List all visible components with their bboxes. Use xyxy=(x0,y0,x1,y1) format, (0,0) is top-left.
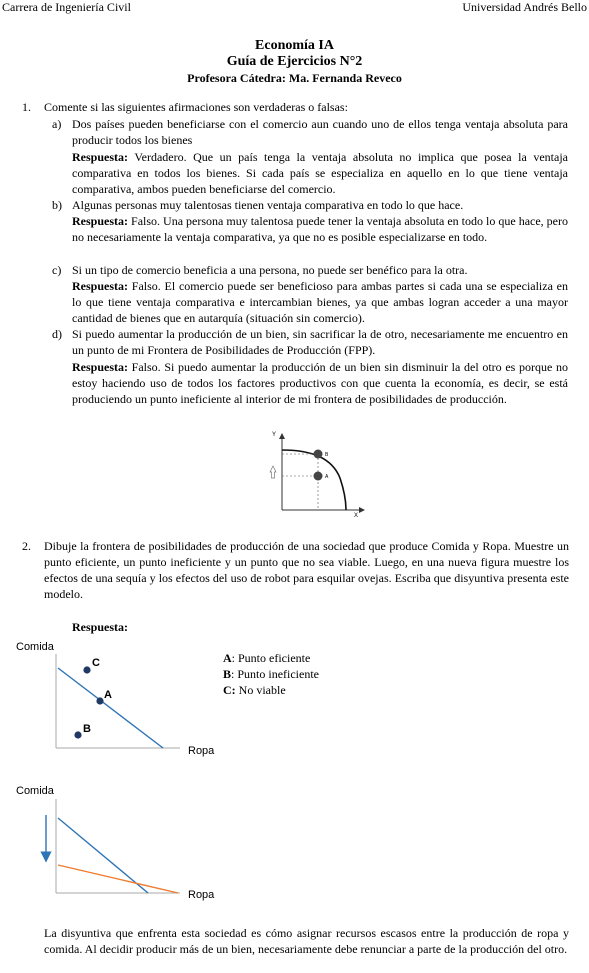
q1d-answer-text: Falso. Si puedo aumentar la producción de un bien sin disminuir la del otro es porque no estoy haciendo uso de todos los factores productivos con que cuenta la economía, es decir, se está produciendo un punto ineficiente al interior de mi frontera de posibilidades de producción. xyxy=(72,360,568,406)
x-axis-label: X xyxy=(354,513,359,519)
legend-unfeasible xyxy=(223,682,286,698)
legend-inefficient xyxy=(223,666,319,682)
q1-prompt: Comente si las siguientes afirmaciones son verdaderas o falsas: xyxy=(44,100,348,114)
q1a-answer xyxy=(72,149,568,197)
legend-efficient xyxy=(223,650,310,666)
q2-ppf-chart xyxy=(0,630,240,770)
point-a xyxy=(96,697,103,704)
legend-key: B xyxy=(223,667,232,681)
answer-label: Respuesta: xyxy=(72,150,128,164)
guide-title: Guía de Ejercicios N°2 xyxy=(226,54,363,69)
point-b xyxy=(74,731,81,738)
point-c xyxy=(83,666,90,673)
q1b-answer-text: Falso. Una persona muy talentosa puede tener la ventaja absoluta en todo lo que hace, pero no necesariamente la ventaja comparativa, ya que no es posible especializarse en todo. xyxy=(72,214,568,244)
y-axis-label: Y xyxy=(272,432,277,438)
q1-number: 1. xyxy=(22,100,31,114)
point-b-label: B xyxy=(325,452,329,458)
q1d-answer xyxy=(72,359,568,407)
header-career: Carrera de Ingeniería Civil xyxy=(2,0,131,14)
legend-key: C: xyxy=(223,683,236,697)
legend-key: A xyxy=(223,651,232,665)
up-arrow-icon xyxy=(270,466,276,478)
q1b-letter: b) xyxy=(52,198,62,212)
legend-text: : Punto ineficiente xyxy=(231,667,319,681)
q1d-statement: Si puedo aumentar la producción de un bien, sin sacrificar la de otro, necesariamente me encuentro en un punto de mi Frontera de Posibilidades de Producción (FPP). xyxy=(72,327,568,357)
q1a-statement: Dos países pueden beneficiarse con el comercio aun cuando uno de ellos tenga ventaja absoluta para producir todos los bienes xyxy=(72,117,568,147)
point-a-label: A xyxy=(104,689,112,701)
point-a xyxy=(314,472,323,481)
chart2-original-ppf xyxy=(58,818,148,893)
q1c-letter: c) xyxy=(52,263,62,277)
professor-line: Profesora Cátedra: Ma. Fernanda Reveco xyxy=(187,71,402,85)
q2-answer-label: Respuesta: xyxy=(72,620,128,634)
chart1-x-label: Ropa xyxy=(188,745,215,757)
q1b-answer xyxy=(72,213,568,245)
chart2-shifted-ppf xyxy=(58,865,178,893)
q2-prompt: Dibuje la frontera de posibilidades de producción de una sociedad que produce Comida y Ropa. Muestre un punto eficiente, un punto ineficiente y un punto que no sea viable. Luego, en una nueva figura muestre los efectos de una sequía y los efectos del uso de robot para esquilar ovejas. Escriba que disyuntiva presenta este modelo. xyxy=(44,539,569,601)
answer-label: Respuesta: xyxy=(72,360,128,374)
legend-text: : Punto eficiente xyxy=(231,651,311,665)
q2-conclusion: La disyuntiva que enfrenta esta sociedad es cómo asignar recursos escasos entre la producción de ropa y comida. Al decidir producir más de un bien, necesariamente debe renunciar a parte de la producción del otro. xyxy=(44,926,569,956)
chart2-x-label: Ropa xyxy=(188,889,215,901)
header-university: Universidad Andrés Bello xyxy=(462,0,587,14)
chart1-ppf-line xyxy=(58,668,163,748)
point-b-label: B xyxy=(83,723,91,735)
q1a-letter: a) xyxy=(52,117,62,131)
point-c-label: C xyxy=(92,657,100,669)
point-b xyxy=(314,450,323,459)
ppf-curve xyxy=(282,450,346,510)
course-title: Economía IA xyxy=(255,38,334,53)
q1c-answer xyxy=(72,278,568,326)
q1c-statement: Si un tipo de comercio beneficia a una persona, no puede ser benéfico para la otra. xyxy=(72,263,468,277)
q2-shift-chart xyxy=(0,775,240,915)
q1c-answer-text: Falso. El comercio puede ser beneficioso para ambas partes si cada una se especializa en lo que tiene ventaja comparativa e intercambian bienes, ya que ambas logran acceder a una mayor cantidad de bienes que en autarquía (situación sin comercio). xyxy=(72,279,569,325)
chart2-y-label: Comida xyxy=(16,785,54,797)
point-a-label: A xyxy=(325,474,329,480)
answer-label: Respuesta: xyxy=(72,214,128,228)
q1-ppf-figure xyxy=(262,428,372,518)
q1a-answer-text: Verdadero. Que un país tenga la ventaja absoluta no implica que posea la ventaja comparativa en todos los bienes. Si cada país se especializa en aquello en lo que tiene ventaja comparativa, ambos pueden beneficiarse del comercio. xyxy=(72,150,568,196)
chart1-y-label: Comida xyxy=(16,641,54,653)
legend-text: No viable xyxy=(235,683,286,697)
q1d-letter: d) xyxy=(52,327,62,341)
q1b-statement: Algunas personas muy talentosas tienen ventaja comparativa en todo lo que hace. xyxy=(72,198,464,212)
answer-label: Respuesta: xyxy=(72,279,128,293)
q2-number: 2. xyxy=(22,539,31,553)
